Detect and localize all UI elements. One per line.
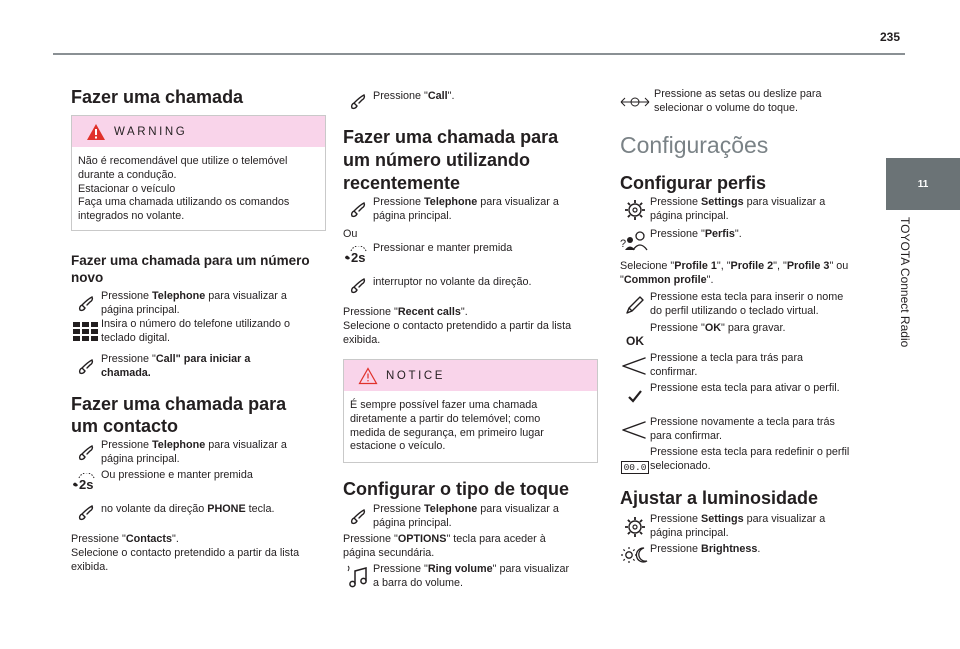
- svg-text:2s: 2s: [351, 250, 366, 265]
- warning-box: [71, 115, 326, 231]
- ok-icon: OK: [626, 334, 644, 348]
- notice-icon: [358, 367, 378, 385]
- notice-line: medida de segurança, em primeiro lugar: [350, 426, 544, 439]
- step-text: Pressione Telephone para visualizar a página principal.: [373, 196, 559, 222]
- step-text: Pressione "Perfis".: [650, 228, 742, 240]
- step-row: [620, 196, 825, 224]
- step-text: Pressione Telephone para visualizar a página principal.: [101, 439, 287, 465]
- step-row: [620, 541, 760, 569]
- warning-label: WARNING: [114, 125, 188, 138]
- phone-icon: [343, 503, 373, 531]
- section-title-brightness: Ajustar a luminosidade: [620, 488, 819, 508]
- step-row: [620, 382, 840, 410]
- step-row: [343, 196, 559, 224]
- chapter-tab[interactable]: [886, 158, 960, 210]
- section-title-profiles: Configurar perfis: [620, 173, 767, 193]
- paragraph: Pressione "Recent calls". Selecione o contacto pretendido a partir da lista exibida.: [343, 306, 572, 346]
- phone-icon: [71, 499, 101, 527]
- step-row: [343, 503, 559, 531]
- keypad-icon: [71, 318, 101, 346]
- paragraph: Pressione "Contacts". Selecione o contacto pretendido a partir da lista exibida.: [71, 533, 300, 573]
- step-row: [71, 469, 253, 497]
- section-title-contact: Fazer uma chamada para um contacto: [71, 394, 287, 436]
- brightness-icon: [620, 541, 650, 569]
- step-row: [71, 353, 250, 381]
- warning-text: [72, 147, 325, 230]
- chapter-title: TOYOTA Connect Radio: [898, 217, 912, 348]
- step-row: [620, 291, 843, 319]
- warning-line: Estacionar o veículo: [78, 182, 176, 195]
- step-row: [620, 416, 835, 444]
- step-text: Pressione Settings para visualizar a página principal.: [650, 196, 826, 222]
- gear-icon: [620, 513, 650, 541]
- phone-icon: [71, 353, 101, 381]
- step-text: no volante da direção PHONE tecla.: [101, 503, 275, 515]
- notice-text: [344, 391, 597, 462]
- notice-header: [344, 360, 597, 391]
- warning-line: Faça uma chamada utilizando os comandos: [78, 196, 290, 209]
- pencil-icon: [620, 291, 650, 319]
- step-text: Pressione "Call".: [373, 90, 455, 102]
- step-row: [620, 513, 825, 541]
- step-row: [71, 439, 287, 467]
- notice-line: diretamente a partir do telemóvel; como: [350, 412, 541, 425]
- step-row: [343, 272, 531, 300]
- step-text: Pressione a tecla para trás para confirmar.: [650, 352, 804, 378]
- step-text: Pressione "OK" para gravar.: [650, 322, 786, 334]
- step-row: [620, 226, 742, 254]
- step-text: Pressione esta tecla para redefinir o perfil selecionado.: [650, 446, 850, 472]
- section-title-recent: Fazer uma chamada para um número utilizando recentemente: [343, 127, 559, 193]
- profile-icon: [620, 226, 650, 254]
- notice-box: [343, 359, 598, 463]
- step-text: Pressione novamente a tecla para trás para confirmar.: [650, 416, 835, 442]
- header-rule: [53, 53, 905, 55]
- phone-icon: [343, 196, 373, 224]
- warning-header: [72, 116, 325, 147]
- step-text: Pressione Settings para visualizar a página principal.: [650, 513, 826, 539]
- step-row: [620, 88, 821, 116]
- phone-icon: [343, 272, 373, 300]
- phone-icon: [71, 290, 101, 318]
- notice-line: estacione o veículo.: [350, 440, 446, 453]
- step-text: Insira o número do telefone utilizando o teclado digital.: [101, 318, 291, 344]
- warning-icon: [86, 123, 106, 141]
- steering-phone-2s-icon: [71, 469, 101, 497]
- svg-text:?: ?: [620, 238, 627, 250]
- checkmark-icon: [620, 382, 650, 410]
- steering-phone-2s-icon: [343, 242, 373, 270]
- step-text: Pressionar e manter premida: [373, 242, 513, 254]
- warning-line: durante a condução.: [78, 168, 177, 181]
- reset-counter-icon: 00.0: [620, 446, 650, 474]
- step-row: [71, 499, 274, 527]
- phone-icon: [71, 439, 101, 467]
- notice-label: NOTICE: [386, 369, 446, 382]
- step-row: [71, 318, 290, 346]
- step-text: interruptor no volante da direção.: [373, 276, 532, 288]
- phone-icon: [343, 88, 373, 116]
- step-text: Pressione "Call" para iniciar a chamada.: [101, 353, 251, 379]
- warning-line: Não é recomendável que utilize o telemóvel: [78, 155, 288, 167]
- step-row: [343, 242, 512, 270]
- section-title-settings: Configurações: [620, 132, 769, 158]
- or-label: Ou: [343, 228, 358, 240]
- step-text: Pressione esta tecla para inserir o nome do perfil utilizando o teclado virtual.: [650, 291, 844, 317]
- arrows-slide-icon: [620, 88, 650, 116]
- music-note-icon: [343, 563, 373, 591]
- step-row: [620, 320, 786, 348]
- step-row: [620, 352, 803, 380]
- step-text: Pressione "Ring volume" para visualizar a barra do volume.: [373, 563, 570, 589]
- gear-icon: [620, 196, 650, 224]
- back-arrow-icon: [620, 416, 650, 444]
- subsection-title-new-number: Fazer uma chamada para um número novo: [71, 253, 310, 285]
- step-row: [343, 88, 455, 116]
- step-text: Pressione Telephone para visualizar a página principal.: [373, 503, 559, 529]
- back-arrow-icon: [620, 352, 650, 380]
- paragraph: Selecione "Profile 1", "Profile 2", "Profile 3" ou "Common profile".: [620, 260, 849, 286]
- page-number: 235: [879, 30, 901, 44]
- paragraph: Pressione "OPTIONS" tecla para aceder à página secundária.: [343, 533, 546, 559]
- step-text: Pressione as setas ou deslize para selecionar o volume do toque.: [654, 88, 822, 114]
- step-text: Ou pressione e manter premida: [101, 469, 253, 481]
- step-row: [71, 290, 287, 318]
- section-title-ringtone: Configurar o tipo de toque: [343, 479, 569, 499]
- step-text: Pressione Brightness.: [650, 543, 761, 555]
- step-row: [343, 563, 569, 591]
- chapter-number: 11: [917, 178, 929, 190]
- step-text: Pressione Telephone para visualizar a página principal.: [101, 290, 287, 316]
- warning-line: integrados no volante.: [78, 210, 185, 223]
- step-row: [620, 446, 849, 474]
- section-title-call: Fazer uma chamada: [71, 87, 244, 107]
- step-text: Pressione esta tecla para ativar o perfil.: [650, 382, 840, 394]
- notice-line: É sempre possível fazer uma chamada: [350, 399, 538, 411]
- svg-text:2s: 2s: [79, 477, 94, 492]
